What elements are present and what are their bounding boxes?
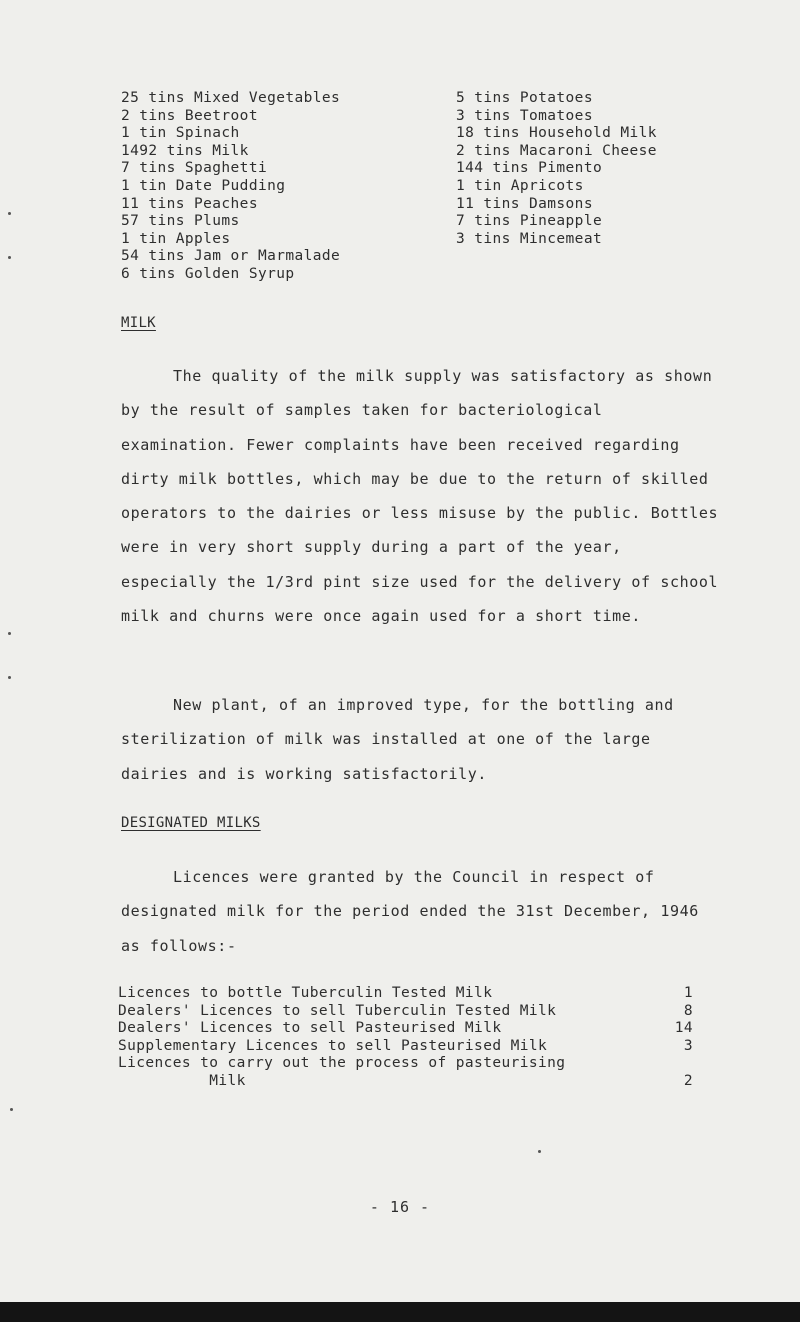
list-item: 11 tins Peaches bbox=[121, 195, 258, 212]
licence-count: 1 bbox=[683, 985, 693, 1001]
list-item: 3 tins Tomatoes bbox=[456, 107, 593, 124]
list-item: 7 tins Spaghetti bbox=[121, 160, 268, 177]
page-number: - 16 - bbox=[369, 1198, 431, 1216]
list-item: 54 tins Jam or Marmalade bbox=[121, 248, 341, 265]
milk-paragraph-quality: The quality of the milk supply was satisfactory as shown by the result of samples taken for bacteriological examination. Fewer complaints have been received regarding dirty milk bottles, which may be due to the return of skilled operators to the dairies or less misuse by the public. Bottles were in very short supply during a part of the year, especially the 1/3rd pint size used for the delivery of school milk and churns were once again used for a short time. bbox=[121, 367, 719, 626]
scan-speck bbox=[10, 1108, 13, 1111]
scan-speck bbox=[538, 1150, 541, 1153]
list-item: 1 tin Apples bbox=[121, 230, 231, 247]
licence-label: Dealers' Licences to sell Tuberculin Tested Milk bbox=[118, 1002, 557, 1019]
list-item: 3 tins Mincemeat bbox=[456, 230, 603, 247]
licence-label: Licences to carry out the process of pasteurising Milk bbox=[118, 1055, 566, 1089]
licence-row bbox=[118, 1055, 693, 1090]
list-item: 11 tins Damsons bbox=[456, 195, 593, 212]
list-item: 144 tins Pimento bbox=[456, 160, 603, 177]
list-item: 1 tin Date Pudding bbox=[121, 177, 286, 194]
licence-row bbox=[118, 1003, 693, 1021]
scan-speck bbox=[8, 212, 11, 215]
licence-label: Dealers' Licences to sell Pasteurised Milk bbox=[118, 1020, 502, 1037]
licence-row bbox=[118, 1038, 693, 1056]
licence-count: 2 bbox=[683, 1072, 693, 1089]
scan-edge bbox=[0, 1302, 800, 1322]
list-item: 7 tins Pineapple bbox=[456, 213, 603, 230]
licence-count: 3 bbox=[683, 1037, 693, 1054]
licence-row bbox=[118, 1020, 693, 1038]
licence-count: 8 bbox=[683, 1002, 693, 1019]
tins-list-left bbox=[121, 90, 340, 284]
list-item: 5 tins Potatoes bbox=[456, 90, 593, 106]
list-item: 1 tin Apricots bbox=[456, 177, 584, 194]
scan-speck bbox=[8, 632, 11, 635]
list-item: 57 tins Plums bbox=[121, 213, 240, 230]
licences-list bbox=[118, 985, 693, 1091]
list-item: 6 tins Golden Syrup bbox=[121, 265, 295, 282]
scan-speck bbox=[8, 256, 11, 259]
licence-label: Supplementary Licences to sell Pasteurised Milk bbox=[118, 1037, 548, 1054]
list-item: 2 tins Beetroot bbox=[121, 107, 258, 124]
licence-count: 14 bbox=[674, 1020, 693, 1037]
list-item: 1492 tins Milk bbox=[121, 142, 249, 159]
designated-milks-paragraph: Licences were granted by the Council in respect of designated milk for the period ended the 31st December, 1946 as follows:- bbox=[121, 868, 699, 955]
designated-milks-heading: DESIGNATED MILKS bbox=[121, 815, 261, 831]
scan-speck bbox=[8, 676, 11, 679]
list-item: 25 tins Mixed Vegetables bbox=[121, 90, 341, 106]
licence-label: Licences to bottle Tuberculin Tested Milk bbox=[118, 985, 493, 1001]
list-item: 1 tin Spinach bbox=[121, 125, 240, 142]
list-item: 18 tins Household Milk bbox=[456, 125, 657, 142]
milk-paragraph-new-plant: New plant, of an improved type, for the bottling and sterilization of milk was installed at one of the large dairies and is working satisfactorily. bbox=[121, 696, 674, 783]
tins-list-right bbox=[456, 90, 657, 248]
licence-row bbox=[118, 985, 693, 1003]
list-item: 2 tins Macaroni Cheese bbox=[456, 142, 657, 159]
milk-heading: MILK bbox=[121, 315, 156, 331]
